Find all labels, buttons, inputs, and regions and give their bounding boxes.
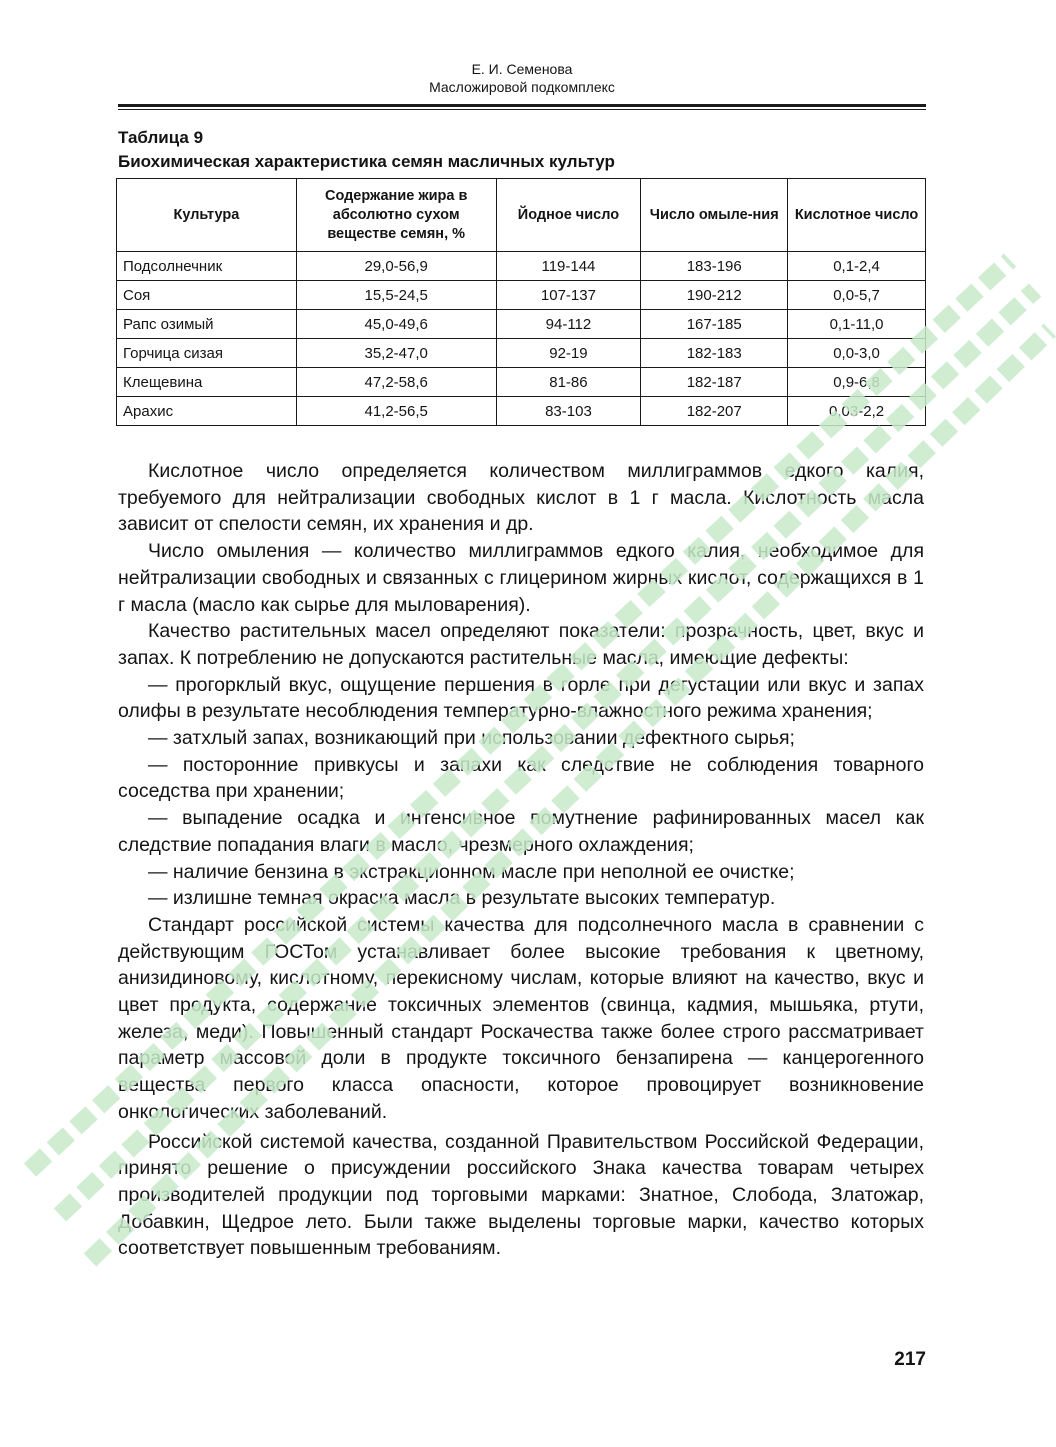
list-item: — выпадение осадка и интенсивное помутнение рафинированных масел как следствие попадания влаги в масло, чрезмерного охлаждения; xyxy=(118,807,924,856)
table-cell: 41,2-56,5 xyxy=(296,397,496,426)
table-cell: 35,2-47,0 xyxy=(296,339,496,368)
table-cell: Соя xyxy=(117,281,297,310)
table-header-row xyxy=(117,179,926,252)
table-cell: 15,5-24,5 xyxy=(296,281,496,310)
table-cell: 83-103 xyxy=(496,397,641,426)
table-row xyxy=(117,368,926,397)
table-cell: 0,0-5,7 xyxy=(788,281,926,310)
table-row xyxy=(117,252,926,281)
page-number: 217 xyxy=(894,1349,926,1370)
paragraph: Стандарт российской системы качества для подсолнечного масла в сравнении с действующим ГОСТом устанавливает более высокие требования к цветному, анизидиновому, кислотному, перекисному числам, которые влияют на качество, вкус и цвет продукта, содержание токсичных элементов (свинца, кадмия, мышьяка, ртути, железа, меди). Повышенный стандарт Роскачества также более строго рассматривает параметр массовой доли в продукте токсичного бензапирена — канцерогенного вещества первого класса опасности, которое провоцирует возникновение онкологических заболеваний. xyxy=(118,913,924,1123)
table-cell: Горчица сизая xyxy=(117,339,297,368)
column-header: Содержание жира в абсолютно сухом веществе семян, % xyxy=(296,179,496,252)
seed-oil-table xyxy=(116,178,926,426)
table-cell: 119-144 xyxy=(496,252,641,281)
column-header: Число омыле-ния xyxy=(641,179,788,252)
table-cell: 167-185 xyxy=(641,310,788,339)
table-cell: 0,1-11,0 xyxy=(788,310,926,339)
list-item: — наличие бензина в экстракционном масле при неполной ее очистке; xyxy=(148,860,795,883)
header-rule-thick xyxy=(118,104,926,107)
table-title: Биохимическая характеристика семян масличных культур xyxy=(118,152,615,171)
list-item: — посторонние привкусы и запахи как следствие не соблюдения товарного соседства при хранении; xyxy=(118,753,924,803)
table-label: Таблица 9 xyxy=(118,128,204,147)
table-cell: 29,0-56,9 xyxy=(296,252,496,281)
table-cell: Подсолнечник xyxy=(117,252,297,281)
table-cell: 182-183 xyxy=(641,339,788,368)
table-cell: 47,2-58,6 xyxy=(296,368,496,397)
table-cell: 182-207 xyxy=(641,397,788,426)
table-row xyxy=(117,281,926,310)
table-cell: 0,0-3,0 xyxy=(788,339,926,368)
table-cell: 182-187 xyxy=(641,368,788,397)
list-item: — прогорклый вкус, ощущение першения в горле при дегустации или вкус и запах олифы в результате несоблюдения температурно-влажностного режима хранения; xyxy=(118,673,924,723)
table-cell: 81-86 xyxy=(496,368,641,397)
table-cell: 0,1-2,4 xyxy=(788,252,926,281)
table-cell: 45,0-49,6 xyxy=(296,310,496,339)
paragraph: Качество растительных масел определяют показатели: прозрачность, цвет, вкус и запах. К потреблению не допускаются растительные масла, имеющие дефекты: xyxy=(118,620,924,669)
running-head xyxy=(118,60,926,96)
list-item: — затхлый запах, возникающий при использовании дефектного сырья; xyxy=(148,727,795,750)
table-cell: 107-137 xyxy=(496,281,641,310)
paragraph: Кислотное число определяется количеством миллиграммов едкого калия, требуемого для нейтрализации свободных кислот в 1 г масла. Кислотность масла зависит от спелости семян, их хранения и др. xyxy=(118,460,924,536)
column-header: Йодное число xyxy=(496,179,641,252)
table-row xyxy=(117,310,926,339)
author-name: Е. И. Семенова xyxy=(471,61,573,77)
table-cell: Арахис xyxy=(117,397,297,426)
table-row xyxy=(117,397,926,426)
table-cell: 190-212 xyxy=(641,281,788,310)
table-cell: Рапс озимый xyxy=(117,310,297,339)
table-cell: Клещевина xyxy=(117,368,297,397)
book-title: Масложировой подкомплекс xyxy=(429,79,615,95)
paragraph: Российской системой качества, созданной Правительством Российской Федерации, принято решение о присуждении российского Знака качества товарам четырех производителей продукции под торговыми марками: Знатное, Слобода, Златожар, Добавкин, Щедрое лето. Были также выделены торговые марки, качество которых соответствует повышенным требованиям. xyxy=(118,1130,924,1260)
table-cell: 92-19 xyxy=(496,339,641,368)
column-header: Культура xyxy=(117,179,297,252)
paragraph: Число омыления — количество миллиграммов едкого калия, необходимое для нейтрализации свободных и связанных с глицерином жирных кислот, содержащихся в 1 г масла (масло как сырье для мыловарения). xyxy=(118,540,924,616)
header-rule-thin xyxy=(118,109,926,110)
table-cell: 0,03-2,2 xyxy=(788,397,926,426)
list-item: — излишне темная окраска масла в результате высоких температур. xyxy=(148,887,776,910)
table-cell: 0,9-6,8 xyxy=(788,368,926,397)
table-row xyxy=(117,339,926,368)
column-header: Кислотное число xyxy=(788,179,926,252)
table-cell: 94-112 xyxy=(496,310,641,339)
table-cell: 183-196 xyxy=(641,252,788,281)
body-text xyxy=(118,458,924,1262)
